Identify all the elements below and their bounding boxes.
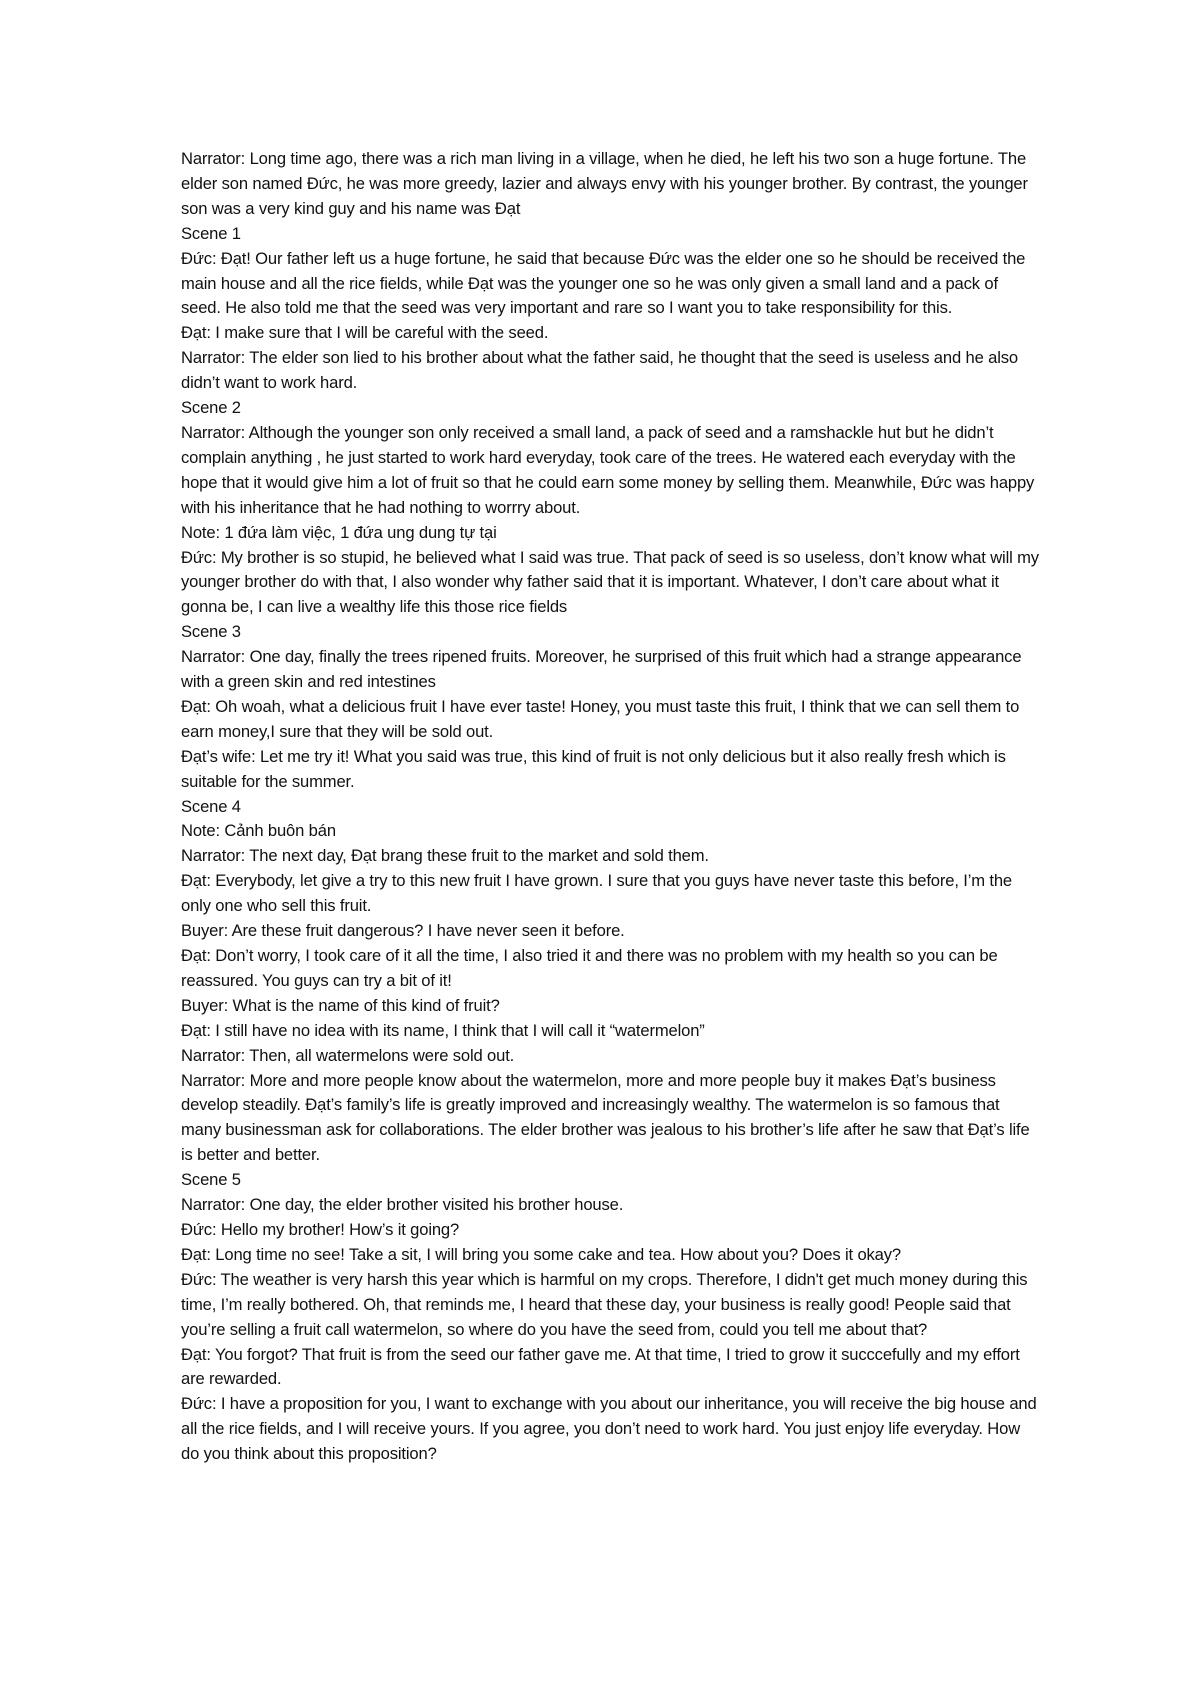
dialogue-line: Đức: My brother is so stupid, he believed what I said was true. That pack of seed is so useless, don’t know what will my younger brother do with that, I also wonder why father said that it is important. Whatever, I don’t care about what it gonna be, I can live a wealthy life this those rice fields: [181, 547, 1039, 617]
narration-paragraph: Narrator: The elder son lied to his brother about what the father said, he thought that the seed is useless and he also didn’t want to work hard.: [181, 348, 1018, 393]
narration-paragraph: Narrator: Long time ago, there was a rich man living in a village, when he died, he left his two son a huge fortune. The elder son named Đức, he was more greedy, lazier and always envy with his younger brother. By contrast, the younger son was a very kind guy and his name was Đạt: [181, 149, 1028, 218]
scene-heading: Scene 4: [181, 796, 241, 816]
dialogue-line: Đạt: Everybody, let give a try to this new fruit I have grown. I sure that you guys have never taste this before, I’m the only one who sell this fruit.: [181, 871, 1013, 916]
scene-heading: Scene 2: [181, 398, 241, 418]
document-page: [181, 147, 1041, 1467]
dialogue-line: Đạt: Oh woah, what a delicious fruit I have ever taste! Honey, you must taste this fruit, I think that we can sell them to earn money,I sure that they will be sold out.: [181, 696, 1020, 741]
dialogue-line: Đức: Đạt! Our father left us a huge fortune, he said that because Đức was the elder one so he should be received the main house and all the rice fields, while Đạt was the younger one so he was only given a small land and a pack of seed. He also told me that the seed was very important and rare so I want you to take responsibility for this.: [181, 248, 1026, 318]
scene-heading: Scene 5: [181, 1170, 241, 1190]
narration-paragraph: Narrator: Then, all watermelons were sold out.: [181, 1045, 515, 1065]
dialogue-line: Buyer: What is the name of this kind of fruit?: [181, 995, 500, 1015]
narration-paragraph: Narrator: Although the younger son only received a small land, a pack of seed and a ramshackle hut but he didn’t complain anything , he just started to work hard everyday, took care of the trees. He watered each everyday with the hope that it would give him a lot of fruit so that he could earn some money by selling them. Meanwhile, Đức was happy with his inheritance that he had nothing to worrry about.: [181, 422, 1035, 517]
dialogue-line: Đức: The weather is very harsh this year which is harmful on my crops. Therefore, I didn't get much money during this time, I’m really bothered. Oh, that reminds me, I heard that these day, your business is really good! People said that you’re selling a fruit call watermelon, so where do you have the seed from, could you tell me about that?: [181, 1269, 1028, 1339]
dialogue-line: Đạt: I make sure that I will be careful with the seed.: [181, 323, 549, 343]
dialogue-line: Đạt: You forgot? That fruit is from the seed our father gave me. At that time, I tried to grow it succcefully and my effort are rewarded.: [181, 1344, 1020, 1389]
dialogue-line: Đạt: I still have no idea with its name, I think that I will call it “watermelon”: [181, 1020, 705, 1040]
narration-paragraph: Narrator: One day, the elder brother visited his brother house.: [181, 1195, 624, 1215]
narration-paragraph: Narrator: One day, finally the trees ripened fruits. Moreover, he surprised of this fruit which had a strange appearance with a green skin and red intestines: [181, 647, 1022, 692]
note-line: Note: 1 đứa làm việc, 1 đứa ung dung tự tại: [181, 522, 497, 542]
scene-heading: Scene 1: [181, 223, 241, 243]
dialogue-line: Đạt: Long time no see! Take a sit, I will bring you some cake and tea. How about you? Does it okay?: [181, 1244, 901, 1264]
dialogue-line: Đạt’s wife: Let me try it! What you said was true, this kind of fruit is not only delicious but it also really fresh which is suitable for the summer.: [181, 746, 1006, 791]
dialogue-line: Đức: Hello my brother! How’s it going?: [181, 1219, 460, 1239]
dialogue-line: Buyer: Are these fruit dangerous? I have never seen it before.: [181, 921, 625, 941]
dialogue-line: Đức: I have a proposition for you, I want to exchange with you about our inheritance, you will receive the big house and all the rice fields, and I will receive yours. If you agree, you don’t need to work hard. You just enjoy life everyday. How do you think about this proposition?: [181, 1394, 1037, 1464]
note-line: Note: Cảnh buôn bán: [181, 821, 336, 841]
narration-paragraph: Narrator: More and more people know about the watermelon, more and more people buy it makes Đạt’s business develop steadily. Đạt’s family’s life is greatly improved and increasingly wealthy. The watermelon is so famous that many businessman ask for collaborations. The elder brother was jealous to his brother’s life after he saw that Đạt’s life is better and better.: [181, 1070, 1030, 1165]
scene-heading: Scene 3: [181, 622, 241, 642]
narration-paragraph: Narrator: The next day, Đạt brang these fruit to the market and sold them.: [181, 846, 709, 866]
dialogue-line: Đạt: Don’t worry, I took care of it all the time, I also tried it and there was no problem with my health so you can be reassured. You guys can try a bit of it!: [181, 946, 998, 990]
